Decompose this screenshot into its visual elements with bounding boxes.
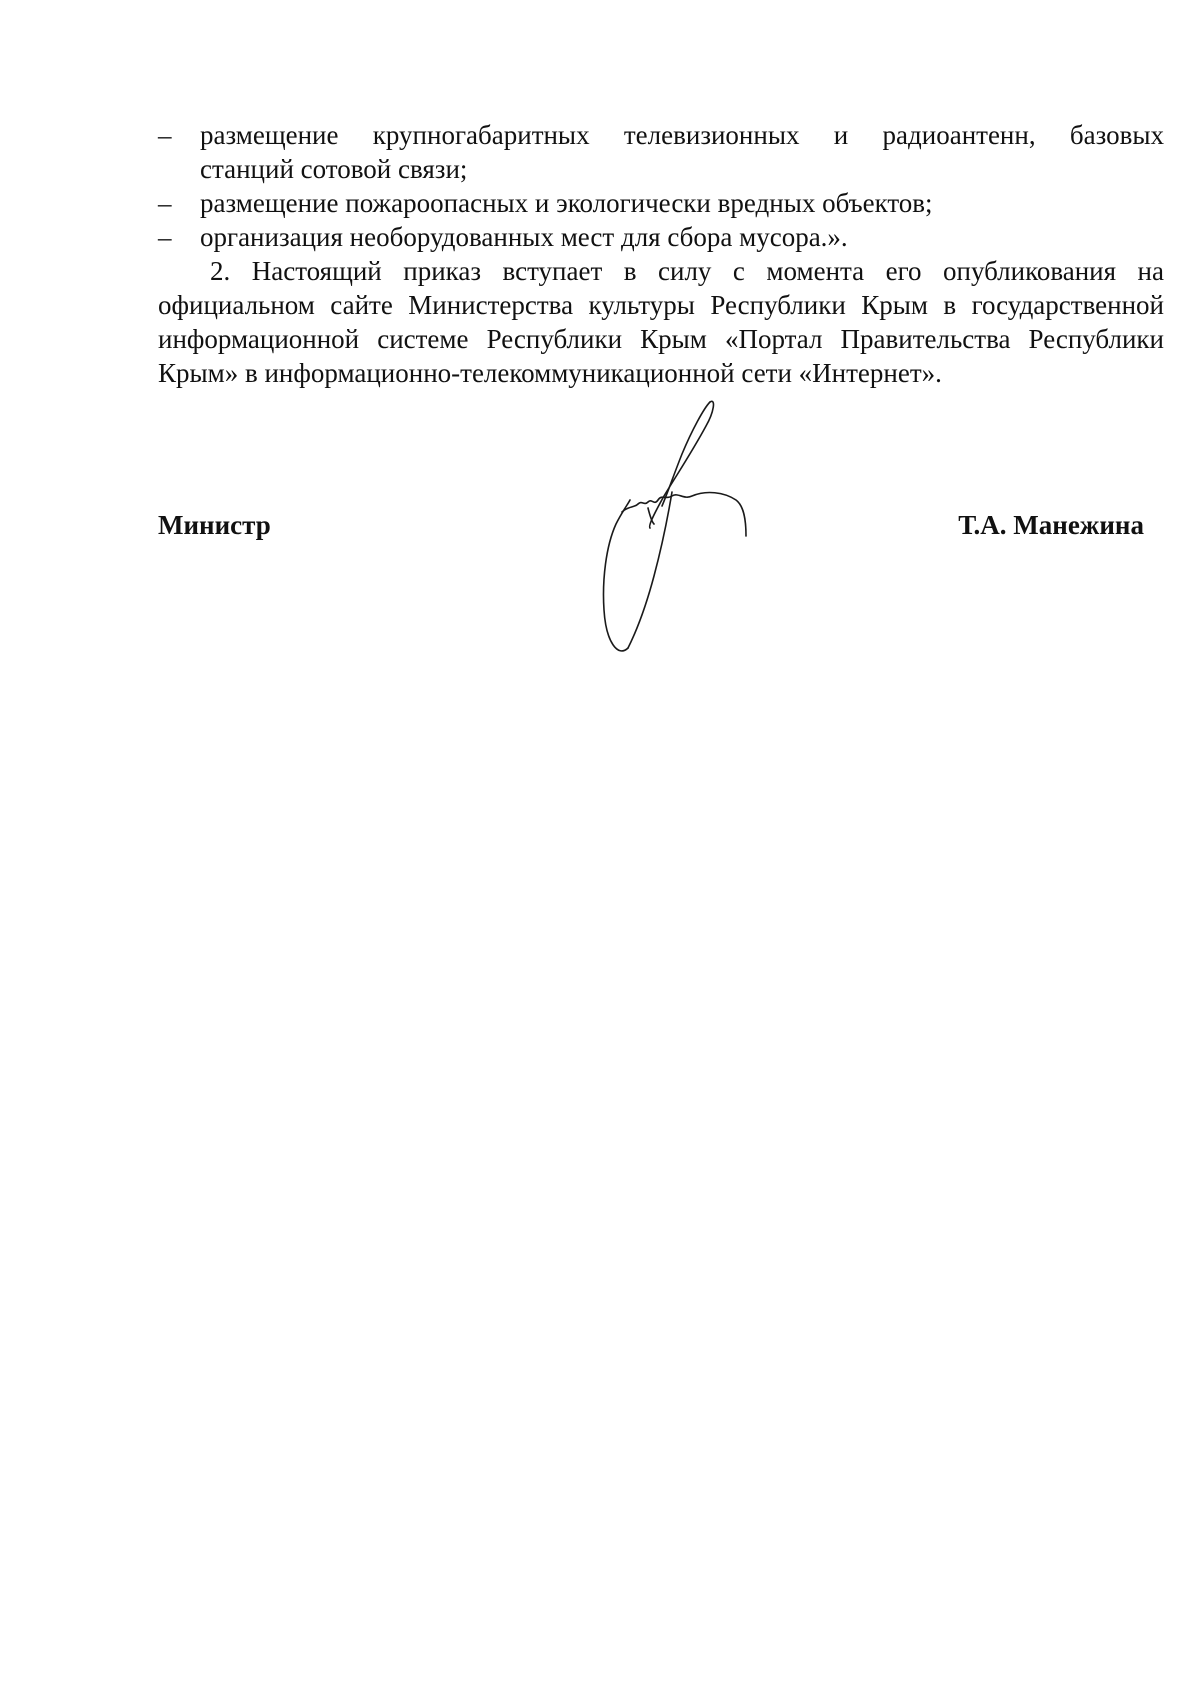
list-bullet: – [158, 222, 172, 252]
list-item [158, 220, 1164, 254]
signatory-title: Министр [158, 510, 271, 540]
document-body [158, 118, 1164, 390]
list-item [158, 186, 1164, 220]
list-bullet: – [158, 120, 172, 150]
signatory-name: Т.А. Манежина [958, 510, 1144, 540]
handwritten-signature [588, 396, 788, 666]
list-item-continuation: станций сотовой связи; [200, 154, 468, 184]
list-item [158, 118, 1164, 186]
list-item-text: размещение крупногабаритных телевизионных и радиоантенн, базовых [200, 120, 1164, 150]
list-bullet: – [158, 188, 172, 218]
paragraph-2: 2. Настоящий приказ вступает в силу с момента его опубликования на официальном сайте Министерства культуры Республики Крым в государственной информационной системе Республики Крым «Портал Правительства Республики Крым» в информационно-телекоммуникационной сети «Интернет». [158, 256, 1164, 388]
list-item-text: размещение пожароопасных и экологически вредных объектов; [200, 188, 933, 218]
list-item-text: организация необорудованных мест для сбора мусора.». [200, 222, 848, 252]
